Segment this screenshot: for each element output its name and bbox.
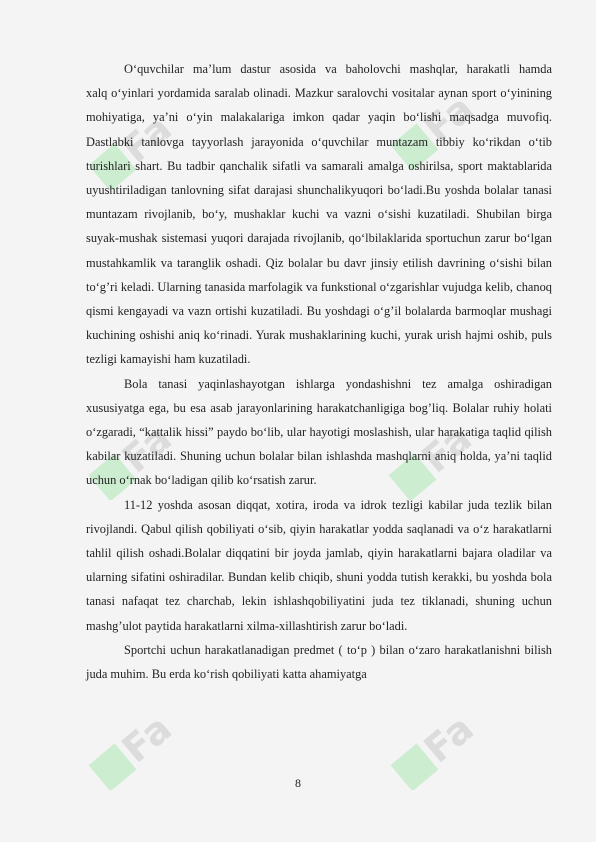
watermark-logo-icon bbox=[78, 680, 218, 790]
svg-text:Fa: Fa bbox=[413, 415, 480, 482]
svg-text:Fa: Fa bbox=[415, 705, 482, 772]
paragraph-2: Bola tanasi yaqinlashayotgan ishlarga yondashishni tez amalga oshiradigan xususiyatga ega, bu esa asab jarayonlarining harakatchanligiga bog’liq. Bolalar ruhiy holati o‘zgaradi, “kattalik hissi” paydo bo‘lib, ular hayotigi moslashish, ular harakatiga taqlid qilish kabilar kuzatiladi. Shuning uchun bolalar bilan ishlashda mashqlarni aniq holda, ya’ni taqlid uchun o‘rnak bo‘ladigan qilib ko‘rsatish zarur. bbox=[86, 376, 552, 488]
body-text bbox=[86, 57, 552, 686]
svg-text:Fa: Fa bbox=[113, 105, 180, 172]
paragraph-1-first-line: O‘quvchilar ma’lum dastur asosida va baholovchi mashqlar, harakatli hamda bbox=[124, 62, 552, 76]
paragraph-3: 11-12 yoshda asosan diqqat, xotira, iroda va idrok tezligi kabilar juda tezlik bilan rivojlandi. Qabul qilish qobiliyati o‘sib, qiyin harakatlar yodda saqlanadi va o‘z harakatlarni tahlil qilish oshadi.Bolalar diqqatini bir joyda jamlab, qiyin harakatlarni bajara oladilar va ularning sifatini oshiradilar. Bundan kelib chiqib, shuni yodda tutish kerakki, bu yoshda bola tanasi nafaqat tez charchab, lekin ishlashqobiliyatini juda tez tiklanadi, shuning uchun mashg’ulot paytida harakatlarni xilma-xillashtirish zarur bo‘ladi. bbox=[86, 497, 552, 633]
svg-text:Fa: Fa bbox=[415, 85, 482, 152]
page-number: 8 bbox=[295, 776, 301, 790]
svg-text:Fa: Fa bbox=[113, 415, 180, 482]
paragraph-1: xalq o‘yinlari yordamida saralab olinadi. Mazkur saralovchi vositalar aynan sport o‘yinining mohiyatiga, ya’ni o‘yin malakalariga imkon qadar yaqin bo‘lishi maqsadga muvofiq. Dastlabki tanlovga tayyorlash jarayonida o‘quvchilar muntazam tibbiy ko‘rikdan o‘tib turishlari shart. Bu tadbir qanchalik sifatli va samarali amalga oshirilsa, sport maktablarida uyushtiriladigan tanlovning sifat darajasi shunchalikyuqori bo‘ladi.Bu yoshda bolalar tanasi muntazam rivojlanib, bo‘y, mushaklar kuchi va vazni o‘sishi kuzatiladi. Shubilan birga suyak-mushak sistemasi yuqori darajada rivojlanib, qo‘lbilaklarida sportuchun zarur bo‘lgan mustahkamlik va taranglik oshadi. Qiz bolalar bu davr jinsiy etilish davrining o‘sishi bilan to‘g’ri keladi. Ularning tanasida marfolagik va funkstional o‘zgarishlar vujudga kelib, chanoq qismi kengayadi va vazn ortishi kuzatiladi. Bu yoshdagi o‘g’il bolalarda barmoqlar mushagi kuchining oshishi aniq ko‘rinadi. Yurak mushaklarining kuchi, yurak urish hajmi oshib, puls tezligi kamayishi ham kuzatiladi. bbox=[86, 86, 552, 367]
watermark-logo-icon bbox=[380, 680, 520, 790]
paragraph-4: Sportchi uchun harakatlanadigan predmet ( to‘p ) bilan o‘zaro harakatlanishni bilish juda muhim. Bu erda ko‘rish qobiliyati katta ahamiyatga bbox=[86, 642, 552, 682]
svg-text:Fa: Fa bbox=[113, 705, 180, 772]
